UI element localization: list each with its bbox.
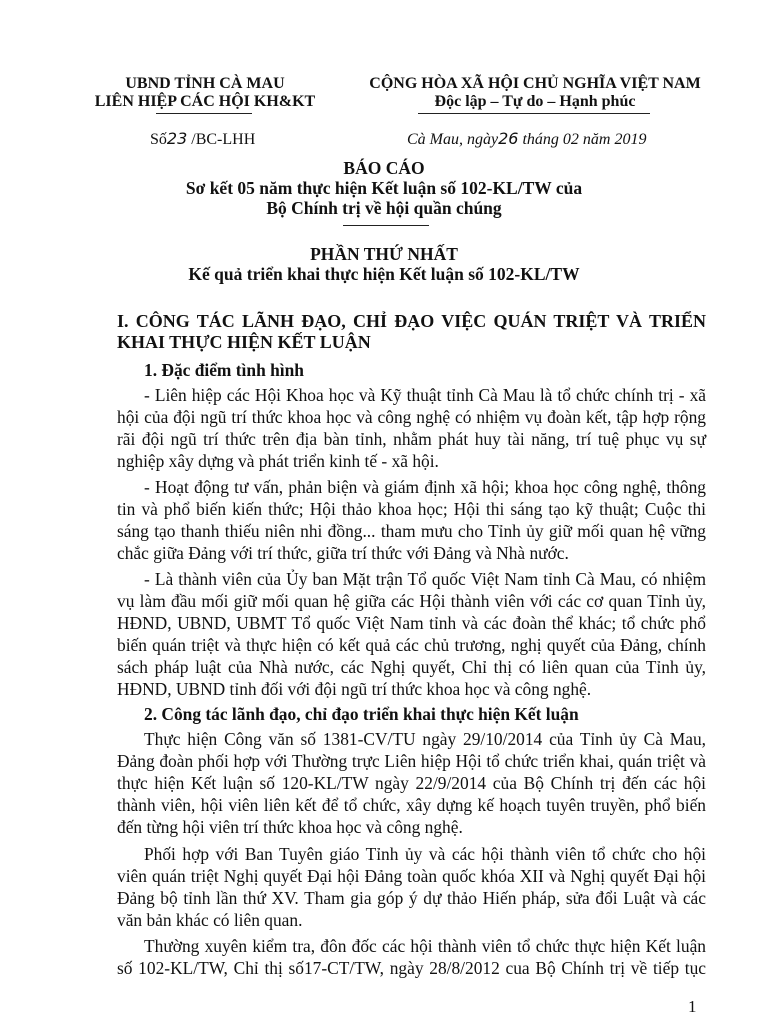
paragraph-line: vụ làm đầu mối giữ mối quan hệ giữa các Hội thành viên với các cơ quan Tỉnh ủy, — [117, 591, 706, 611]
agency-underline — [156, 113, 252, 114]
paragraph-line: văn bản khác có liên quan. — [117, 910, 303, 930]
page-number: 1 — [688, 997, 697, 1016]
paragraph-line: HĐND, UBND tỉnh đối với đội ngũ trí thức khoa học và công nghệ. — [117, 679, 592, 699]
paragraph-line: đến từng hội viên trí thức khoa học và công nghệ. — [117, 817, 463, 837]
document-date — [407, 129, 646, 149]
subsection-2-heading: 2. Công tác lãnh đạo, chỉ đạo triển khai thực hiện Kết luận — [144, 704, 579, 724]
date-prefix: Cà Mau, ngày — [407, 131, 499, 148]
date-handwritten: 26 — [498, 129, 519, 148]
motto-underline — [418, 113, 650, 114]
national-title: CỘNG HÒA XÃ HỘI CHỦ NGHĨA VIỆT NAM — [369, 75, 701, 92]
document-number-handwritten: 23 — [166, 129, 188, 148]
paragraph-line: nghiệp xây dựng và phát triển kinh tế - xã hội. — [117, 451, 439, 471]
paragraph-line: sách pháp luật của Nhà nước, các Nghị quyết, Chỉ thị có liên quan của Tỉnh ủy, — [117, 657, 706, 677]
paragraph-line: thực hiện Kết luận số 120-KL/TW ngày 22/9/2014 của Bộ Chính trị đến các hội — [117, 773, 706, 793]
document-number-suffix: /BC-LHH — [191, 131, 256, 148]
national-motto: Độc lập – Tự do – Hạnh phúc — [434, 93, 636, 110]
paragraph-line: - Liên hiệp các Hội Khoa học và Kỹ thuật tỉnh Cà Mau là tổ chức chính trị - xã — [144, 385, 706, 405]
paragraph-line: chắc giữa Đảng với trí thức, giữa trí thức với Đảng và Nhà nước. — [117, 543, 569, 563]
document-number-prefix: Số — [150, 131, 167, 148]
section-heading-line1: I. CÔNG TÁC LÃNH ĐẠO, CHỈ ĐẠO VIỆC QUÁN TRIỆT VÀ TRIỂN — [117, 311, 706, 331]
paragraph-line: - Hoạt động tư vấn, phản biện và giám định xã hội; khoa học công nghệ, thông — [144, 477, 706, 497]
paragraph-line: rãi đội ngũ trí thức trên địa bàn tỉnh, nhằm phát huy tài năng, trí tuệ phục vụ sự — [117, 429, 706, 449]
paragraph-line: Đảng đoàn phối hợp với Thường trực Liên hiệp Hội tổ chức triển khai, quán triệt và — [117, 751, 706, 771]
document-number — [150, 129, 255, 149]
paragraph-line: Thường xuyên kiểm tra, đôn đốc các hội thành viên tổ chức thực hiện Kết luận — [144, 936, 706, 956]
paragraph-line: - Là thành viên của Ủy ban Mặt trận Tổ quốc Việt Nam tỉnh Cà Mau, có nhiệm — [144, 569, 706, 589]
paragraph-line: viên quán triệt Nghị quyết Đại hội Đảng toàn quốc khóa XII và Nghị quyết Đại hội — [117, 866, 706, 886]
report-title: BÁO CÁO — [343, 158, 425, 178]
report-subtitle-line1: Sơ kết 05 năm thực hiện Kết luận số 102-KL/TW của — [185, 178, 583, 198]
part-subheading: Kế quả triển khai thực hiện Kết luận số 102-KL/TW — [188, 264, 580, 284]
agency-name-line1: UBND TỈNH CÀ MAU — [125, 75, 285, 92]
paragraph-line: Phối hợp với Ban Tuyên giáo Tỉnh ủy và các hội thành viên tổ chức cho hội — [144, 844, 706, 864]
paragraph-line: số 102-KL/TW, Chỉ thị số17-CT/TW, ngày 28/8/2012 cua Bộ Chính trị về tiếp tục — [117, 958, 706, 978]
paragraph-line: sáng tạo thanh thiếu niên nhi đồng... tham mưu cho Tỉnh ủy giữ mối quan hệ vững — [117, 521, 706, 541]
report-subtitle-line2: Bộ Chính trị về hội quần chúng — [266, 198, 502, 218]
section-heading-line2: KHAI THỰC HIỆN KẾT LUẬN — [117, 332, 371, 352]
paragraph-line: Đảng bộ tỉnh lần thứ XV. Tham gia góp ý dự thảo Hiến pháp, sửa đổi Luật và các — [117, 888, 706, 908]
paragraph-line: tin và phổ biến kiến thức; Hội thảo khoa học; Hội thi sáng tạo kỹ thuật; Cuộc thi — [117, 499, 706, 519]
paragraph-line: hội của đội ngũ trí thức khoa học và công nghệ có nhiệm vụ đoàn kết, tập hợp rộng — [117, 407, 706, 427]
paragraph-line: thành viên, hội viên liên kết để tổ chức, xây dựng kế hoạch tuyên truyền, phổ biến — [117, 795, 706, 815]
paragraph-line: HĐND, UBND, UBMT Tổ quốc Việt Nam tỉnh và các đoàn thể khác; tổ chức phổ — [117, 613, 706, 633]
date-suffix: tháng 02 năm 2019 — [522, 131, 647, 148]
agency-name-line2: LIÊN HIỆP CÁC HỘI KH&KT — [94, 93, 316, 110]
subsection-1-heading: 1. Đặc điểm tình hình — [144, 360, 304, 380]
paragraph-line: Thực hiện Công văn số 1381-CV/TU ngày 29/10/2014 của Tỉnh ủy Cà Mau, — [144, 729, 706, 749]
paragraph-line: biến quán triệt và thực hiện có kết quả các chủ trương, nghị quyết của Đảng, chính — [117, 635, 706, 655]
title-divider — [343, 225, 429, 226]
part-heading: PHẦN THỨ NHẤT — [310, 244, 458, 264]
